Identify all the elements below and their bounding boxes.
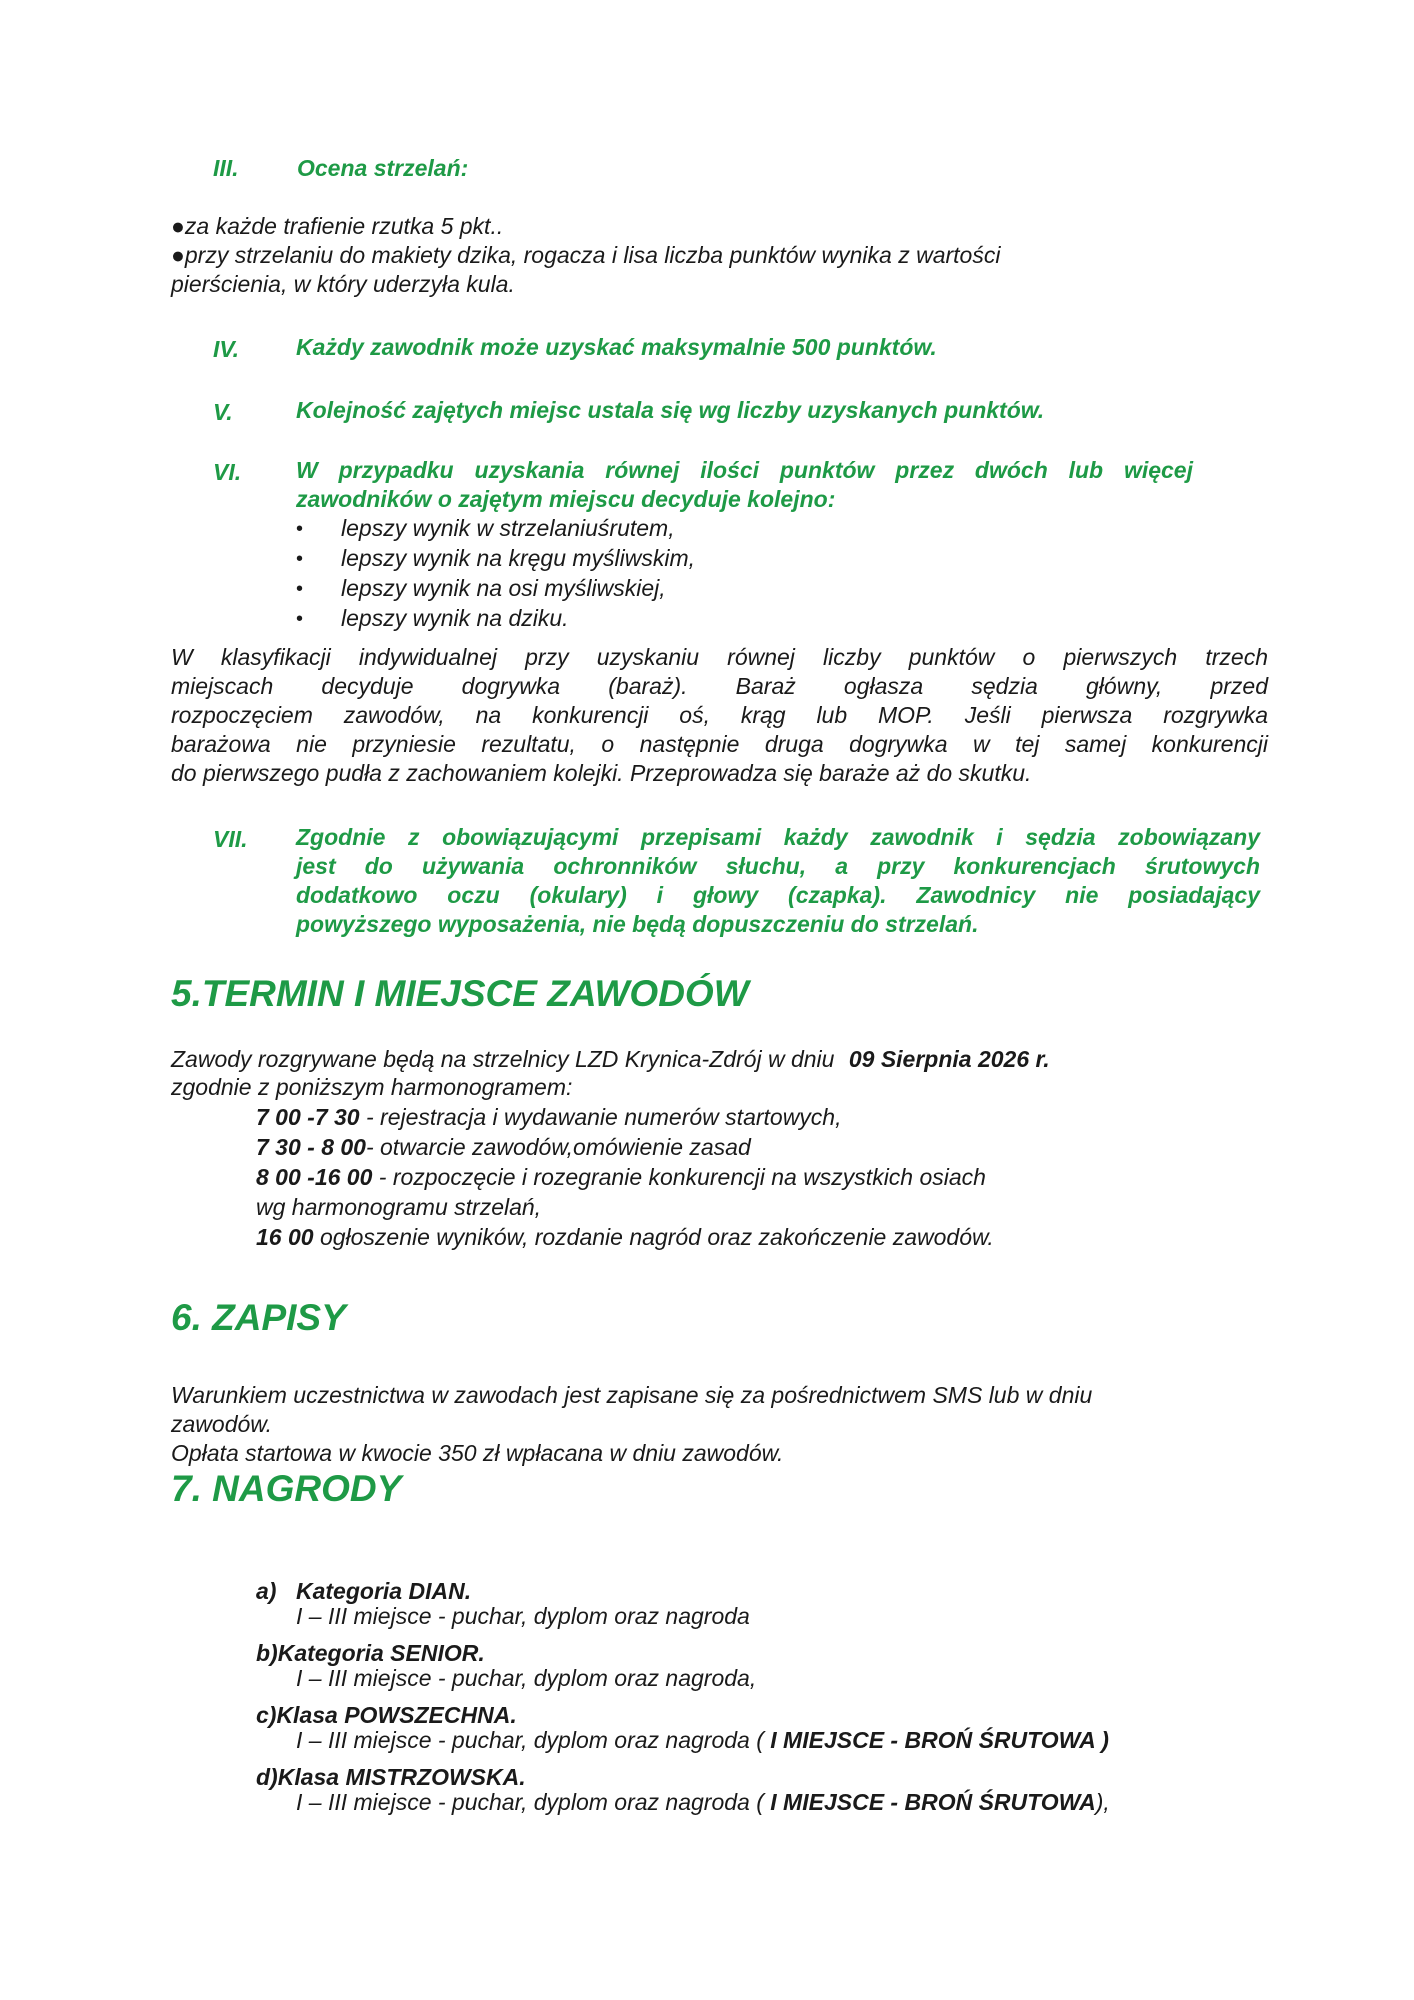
prize-d-label: d)Klasa MISTRZOWSKA. xyxy=(256,1764,526,1790)
playoff-paragraph-line-1: W klasyfikacji indywidualnej przy uzyskaniu równej liczby punktów o pierwszych trzech xyxy=(171,644,1268,670)
schedule-text: - rozpoczęcie i rozegranie konkurencji na wszystkich osiach xyxy=(372,1164,986,1190)
schedule-text: wg harmonogramu strzelań, xyxy=(256,1194,542,1220)
section-iv-number: IV. xyxy=(213,336,240,362)
prize-c-highlight: I MIEJSCE - BROŃ ŚRUTOWA ) xyxy=(770,1727,1109,1753)
section-5-heading: 5.TERMIN I MIEJSCE ZAWODÓW xyxy=(171,973,749,1014)
schedule-item-1 xyxy=(256,1102,842,1132)
prize-d-line xyxy=(296,1789,1110,1816)
prize-d-tail: ), xyxy=(1095,1789,1110,1815)
prize-a-text: I – III miejsce - puchar, dyplom oraz nagroda xyxy=(296,1603,750,1629)
schedule-time: 16 00 xyxy=(256,1224,314,1250)
prize-a-prefix: a) xyxy=(256,1578,277,1604)
section-vi-line-2: zawodników o zajętym miejscu decyduje kolejno: xyxy=(296,486,836,512)
section-6-line-3: Opłata startowa w kwocie 350 zł wpłacana w dniu zawodów. xyxy=(171,1440,784,1466)
schedule-time: 7 00 -7 30 xyxy=(256,1104,360,1130)
schedule-text: - rejestracja i wydawanie numerów startowych, xyxy=(359,1104,842,1130)
section-v-number: V. xyxy=(213,399,233,425)
schedule-time: 8 00 -16 00 xyxy=(256,1164,373,1190)
schedule-item-4 xyxy=(256,1192,541,1222)
section-vii-line-3: dodatkowo oczu (okulary) i głowy (czapka). Zawodnicy nie posiadający xyxy=(296,882,1260,908)
schedule-time: 7 30 - 8 00 xyxy=(256,1134,366,1160)
bullet-icon: • xyxy=(296,578,304,600)
section-5-intro-text: Zawody rozgrywane będą na strzelnicy LZD Krynica-Zdrój w dniu xyxy=(171,1046,841,1072)
bullet-icon: • xyxy=(296,608,304,630)
schedule-item-5 xyxy=(256,1222,994,1252)
tiebreak-item-1: lepszy wynik w strzelaniuśrutem, xyxy=(341,515,675,541)
schedule-text: - otwarcie zawodów,omówienie zasad xyxy=(365,1134,751,1160)
prize-b-label: b)Kategoria SENIOR. xyxy=(256,1640,485,1666)
prize-c-label: c)Klasa POWSZECHNA. xyxy=(256,1702,517,1728)
prize-c-text: I – III miejsce - puchar, dyplom oraz nagroda ( xyxy=(296,1727,771,1753)
section-vi-number: VI. xyxy=(213,459,242,485)
section-5-intro-line-2: zgodnie z poniższym harmonogramem: xyxy=(171,1074,573,1100)
playoff-paragraph-line-3: rozpoczęciem zawodów, na konkurencji oś, krąg lub MOP. Jeśli pierwsza rozgrywka xyxy=(171,702,1268,728)
section-vi-line-1: W przypadku uzyskania równej ilości punktów przez dwóch lub więcej xyxy=(296,457,1193,483)
section-iv-text: Każdy zawodnik może uzyskać maksymalnie 500 punktów. xyxy=(296,334,937,360)
schedule-item-3 xyxy=(256,1162,986,1192)
tiebreak-item-4: lepszy wynik na dziku. xyxy=(341,605,569,631)
tiebreak-item-3: lepszy wynik na osi myśliwskiej, xyxy=(341,575,666,601)
prize-b-text: I – III miejsce - puchar, dyplom oraz nagroda, xyxy=(296,1665,757,1691)
section-6-line-2: zawodów. xyxy=(171,1411,273,1437)
section-5-intro xyxy=(171,1045,1050,1074)
competition-date: 09 Sierpnia 2026 r. xyxy=(848,1046,1050,1072)
bullet-icon: • xyxy=(296,548,304,570)
bullet-icon: • xyxy=(296,518,304,540)
section-vii-line-4: powyższego wyposażenia, nie będą dopuszczeniu do strzelań. xyxy=(296,911,979,937)
section-vii-line-2: jest do używania ochronników słuchu, a przy konkurencjach śrutowych xyxy=(296,853,1260,879)
section-iii-number: III. xyxy=(213,155,239,181)
section-iii-line-2: ●przy strzelaniu do makiety dzika, rogacza i lisa liczba punktów wynika z wartości xyxy=(171,242,1001,268)
tiebreak-item-2: lepszy wynik na kręgu myśliwskim, xyxy=(341,545,696,571)
playoff-paragraph-line-5: do pierwszego pudła z zachowaniem kolejki. Przeprowadza się baraże aż do skutku. xyxy=(171,760,1032,786)
playoff-paragraph-line-2: miejscach decyduje dogrywka (baraż). Baraż ogłasza sędzia główny, przed xyxy=(171,673,1268,699)
section-v-text: Kolejność zajętych miejsc ustala się wg liczby uzyskanych punktów. xyxy=(296,397,1045,423)
section-7-heading: 7. NAGRODY xyxy=(171,1468,402,1509)
section-iii-line-1: ●za każde trafienie rzutka 5 pkt.. xyxy=(171,213,504,239)
prize-d-text: I – III miejsce - puchar, dyplom oraz nagroda ( xyxy=(296,1789,771,1815)
section-6-line-1: Warunkiem uczestnictwa w zawodach jest zapisane się za pośrednictwem SMS lub w dniu xyxy=(171,1382,1093,1408)
section-6-heading: 6. ZAPISY xyxy=(171,1297,346,1338)
section-vii-number: VII. xyxy=(213,826,248,852)
prize-c-line xyxy=(296,1727,1109,1754)
section-iii-title: Ocena strzelań: xyxy=(297,155,469,181)
section-iii-line-3: pierścienia, w który uderzyła kula. xyxy=(171,271,515,297)
schedule-item-2 xyxy=(256,1132,751,1162)
prize-a-label: Kategoria DIAN. xyxy=(296,1578,472,1604)
section-vii-line-1: Zgodnie z obowiązującymi przepisami każdy zawodnik i sędzia zobowiązany xyxy=(296,824,1260,850)
playoff-paragraph-line-4: barażowa nie przyniesie rezultatu, o następnie druga dogrywka w tej samej konkurencji xyxy=(171,731,1268,757)
schedule-text: ogłoszenie wyników, rozdanie nagród oraz zakończenie zawodów. xyxy=(313,1224,994,1250)
prize-d-highlight: I MIEJSCE - BROŃ ŚRUTOWA xyxy=(770,1789,1096,1815)
